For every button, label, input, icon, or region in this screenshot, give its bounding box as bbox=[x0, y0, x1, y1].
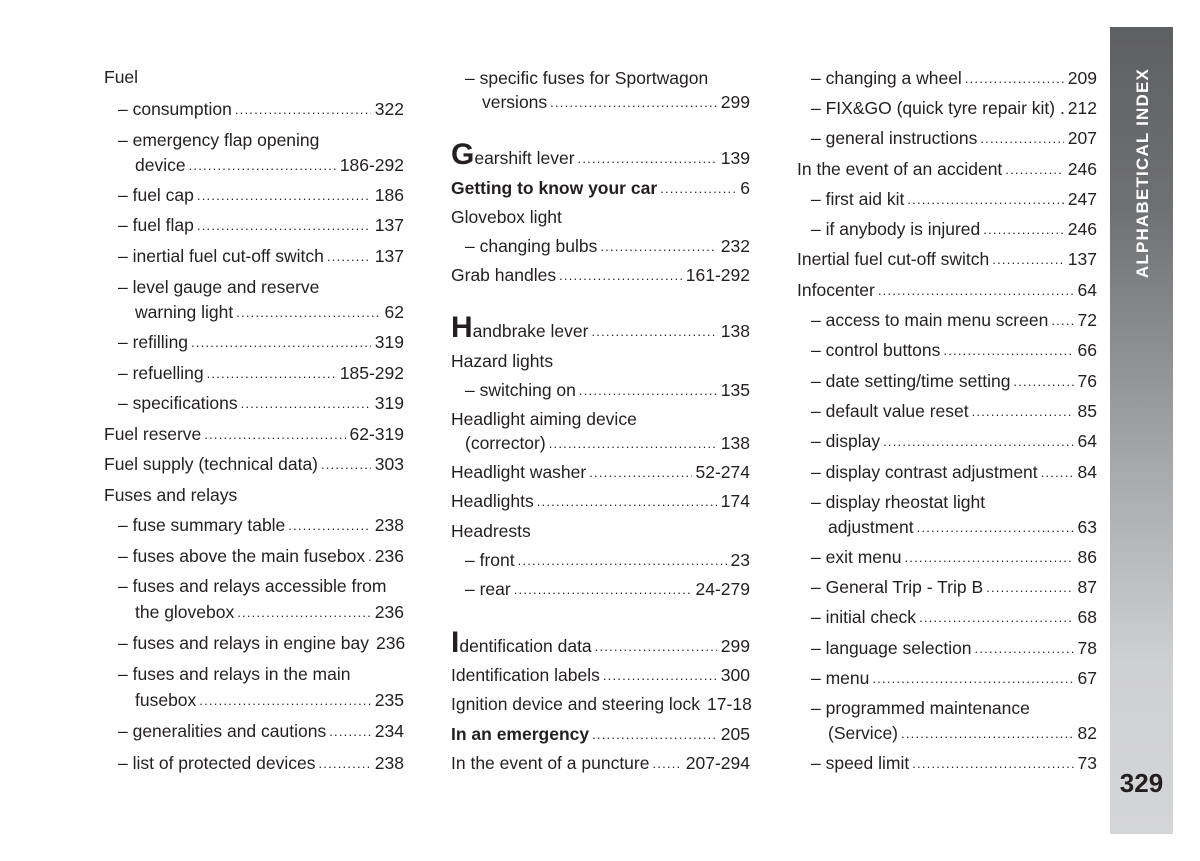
index-entry-inertial-switch: – inertial fuel cut-off switch ..... 137 bbox=[104, 243, 404, 267]
page-ref: 299 bbox=[720, 636, 750, 656]
index-heading-fuel: Fuel bbox=[104, 67, 139, 87]
index-entry-puncture: In the event of a puncture ..... 207-294 bbox=[451, 750, 750, 774]
page-ref: 64 bbox=[1077, 431, 1097, 451]
page-ref: 207-294 bbox=[685, 753, 750, 773]
index-entry-fuses-above: – fuses above the main fusebox ..... 236 bbox=[104, 543, 404, 567]
page-ref: 82 bbox=[1077, 723, 1097, 743]
leader-dots bbox=[660, 182, 736, 195]
page-ref: 322 bbox=[374, 99, 404, 119]
leader-dots bbox=[975, 642, 1074, 655]
page-ref: 236 bbox=[374, 546, 404, 566]
index-entry-default-reset: – default value reset ..... 85 bbox=[797, 398, 1097, 422]
page-ref: 78 bbox=[1077, 638, 1097, 658]
leader-dots bbox=[559, 269, 682, 282]
index-entry-fuses-glovebox: the glovebox ..... 236 bbox=[104, 599, 404, 623]
leader-dots bbox=[591, 325, 716, 338]
index-entry-fix-go: – FIX&GO (quick tyre repair kit) . 212 bbox=[811, 98, 1097, 118]
leader-dots bbox=[318, 757, 370, 770]
index-entry-rear: – rear ..... 24-279 bbox=[451, 576, 750, 600]
page-ref: 139 bbox=[720, 148, 750, 168]
page-ref: 205 bbox=[720, 724, 750, 744]
page-ref: 138 bbox=[720, 321, 750, 341]
index-entry-getting-to-know: Getting to know your car ..... 6 bbox=[451, 175, 750, 199]
page-ref: 137 bbox=[374, 246, 404, 266]
index-entry-control-buttons: – control buttons ..... 66 bbox=[797, 337, 1097, 361]
index-entry-exit-menu: – exit menu ..... 86 bbox=[797, 544, 1097, 568]
leader-dots bbox=[189, 159, 336, 172]
leader-dots bbox=[872, 672, 1073, 685]
section-initial: I bbox=[451, 626, 460, 659]
section-initial: H bbox=[451, 311, 473, 344]
page-ref: 186-292 bbox=[339, 155, 404, 175]
leader-dots bbox=[235, 103, 371, 116]
leader-dots bbox=[537, 495, 717, 508]
page-ref: 17-18 bbox=[707, 694, 752, 714]
leader-dots bbox=[943, 344, 1073, 357]
leader-dots bbox=[603, 669, 717, 682]
leader-dots bbox=[241, 397, 371, 410]
index-entry-emergency-flap: device ..... 186-292 bbox=[104, 152, 404, 176]
leader-dots bbox=[329, 725, 371, 738]
page-ref: 209 bbox=[1067, 68, 1097, 88]
index-entry-fuse-summary: – fuse summary table ..... 238 bbox=[104, 512, 404, 536]
index-heading-headrests: Headrests bbox=[451, 521, 531, 541]
leader-dots bbox=[1005, 163, 1064, 176]
index-entry-display-rheostat-line1: – display rheostat light bbox=[811, 492, 986, 512]
index-entry-handbrake: Handbrake lever ..... 138 bbox=[451, 318, 750, 342]
leader-dots bbox=[579, 384, 717, 397]
index-entry-headlight-washer: Headlight washer ..... 52-274 bbox=[451, 459, 750, 483]
leader-dots bbox=[917, 521, 1074, 534]
leader-dots bbox=[986, 581, 1073, 594]
page-ref: 138 bbox=[720, 433, 750, 453]
index-entry-refuelling: – refuelling ..... 185-292 bbox=[104, 360, 404, 384]
page-ref: 174 bbox=[720, 491, 750, 511]
leader-dots bbox=[237, 606, 371, 619]
index-entry-access-menu: – access to main menu screen ..... 72 bbox=[797, 307, 1097, 331]
index-entry-sportwagon-line1: – specific fuses for Sportwagon bbox=[465, 68, 709, 88]
index-entry-identification-labels: Identification labels ..... 300 bbox=[451, 662, 750, 686]
index-entry-speed-limit: – speed limit ..... 73 bbox=[797, 750, 1097, 774]
leader-dots bbox=[191, 336, 371, 349]
index-heading-hazard: Hazard lights bbox=[451, 351, 554, 371]
page-ref: 64 bbox=[1077, 280, 1097, 300]
leader-dots bbox=[1041, 466, 1074, 479]
index-entry-headlight-aiming-line1: Headlight aiming device bbox=[451, 409, 637, 429]
page-ref: 185-292 bbox=[339, 363, 404, 383]
page-ref: 299 bbox=[720, 92, 750, 112]
index-entry-fuel-supply: Fuel supply (technical data) ..... 303 bbox=[104, 451, 404, 475]
leader-dots bbox=[980, 132, 1063, 145]
page-ref: 62 bbox=[384, 302, 404, 322]
index-entry-sportwagon: versions ..... 299 bbox=[451, 89, 750, 113]
page-number: 329 bbox=[1119, 768, 1164, 798]
index-entry-display-contrast: – display contrast adjustment ..... 84 bbox=[797, 459, 1097, 483]
index-entry-general-instructions: – general instructions ..... 207 bbox=[797, 125, 1097, 149]
section-title: ALPHABETICAL INDEX bbox=[1133, 67, 1152, 279]
index-entry-headlight-aiming: (corrector) ..... 138 bbox=[451, 430, 750, 454]
leader-dots bbox=[550, 96, 717, 109]
page-ref: 137 bbox=[374, 215, 404, 235]
page-ref: 76 bbox=[1077, 371, 1097, 391]
index-entry-changing-bulbs: – changing bulbs ..... 232 bbox=[451, 233, 750, 257]
index-entry-date-time: – date setting/time setting ..... 76 bbox=[797, 368, 1097, 392]
page-ref: 66 bbox=[1077, 340, 1097, 360]
index-entry-refilling: – refilling ..... 319 bbox=[104, 329, 404, 353]
index-entry-inertial-switch: Inertial fuel cut-off switch ..... 137 bbox=[797, 246, 1097, 270]
leader-dots bbox=[321, 458, 371, 471]
index-entry-display: – display ..... 64 bbox=[797, 428, 1097, 452]
leader-dots bbox=[204, 428, 345, 441]
leader-dots bbox=[912, 757, 1073, 770]
leader-dots bbox=[983, 223, 1064, 236]
page-ref: 135 bbox=[720, 380, 750, 400]
index-entry-protected-devices: – list of protected devices ..... 238 bbox=[104, 750, 404, 774]
index-heading-fuses: Fuses and relays bbox=[104, 485, 238, 505]
page-ref: 161-292 bbox=[685, 265, 750, 285]
index-entry-fuses-engine: – fuses and relays in engine bay 236 bbox=[118, 633, 406, 653]
leader-dots bbox=[1051, 314, 1073, 327]
leader-dots bbox=[514, 583, 692, 596]
leader-dots bbox=[965, 72, 1064, 85]
index-entry-accident: In the event of an accident ..... 246 bbox=[797, 156, 1097, 180]
index-entry-first-aid: – first aid kit ..... 247 bbox=[797, 186, 1097, 210]
index-entry-fuses-glovebox-line1: – fuses and relays accessible from bbox=[118, 576, 387, 596]
leader-dots bbox=[652, 757, 681, 770]
index-heading-glovebox: Glovebox light bbox=[451, 207, 562, 227]
index-entry-fuses-main-line1: – fuses and relays in the main bbox=[118, 664, 351, 684]
leader-dots bbox=[883, 435, 1073, 448]
leader-dots bbox=[600, 240, 716, 253]
index-entry-language: – language selection ..... 78 bbox=[797, 635, 1097, 659]
page-ref: 232 bbox=[720, 236, 750, 256]
leader-dots bbox=[592, 728, 717, 741]
index-entry-fuel-reserve: Fuel reserve ..... 62-319 bbox=[104, 421, 404, 445]
page-ref: 238 bbox=[374, 753, 404, 773]
leader-dots bbox=[907, 193, 1063, 206]
leader-dots bbox=[904, 551, 1073, 564]
page-ref: 303 bbox=[374, 454, 404, 474]
page-ref: 319 bbox=[374, 332, 404, 352]
page-ref: 236 bbox=[376, 633, 406, 653]
index-entry-display-rheostat: adjustment ..... 63 bbox=[797, 514, 1097, 538]
leader-dots bbox=[518, 554, 727, 567]
index-entry-front: – front ..... 23 bbox=[451, 547, 750, 571]
page-ref: 52-274 bbox=[695, 462, 750, 482]
index-entry-infocenter: Infocenter ..... 64 bbox=[797, 277, 1097, 301]
leader-dots bbox=[878, 284, 1074, 297]
page-ref: 234 bbox=[374, 721, 404, 741]
leader-dots bbox=[197, 219, 371, 232]
page-ref: 86 bbox=[1077, 547, 1097, 567]
index-entry-menu: – menu ..... 67 bbox=[797, 665, 1097, 689]
leader-dots bbox=[578, 152, 717, 165]
leader-dots bbox=[595, 640, 717, 653]
page-ref: 67 bbox=[1077, 668, 1097, 688]
index-entry-level-gauge: warning light ..... 62 bbox=[104, 299, 404, 323]
index-entry-switching-on: – switching on ..... 135 bbox=[451, 377, 750, 401]
index-entry-fuses-main: fusebox ..... 235 bbox=[104, 687, 404, 711]
page-ref: 207 bbox=[1067, 128, 1097, 148]
leader-dots bbox=[327, 250, 371, 263]
index-entry-generalities: – generalities and cautions ..... 234 bbox=[104, 718, 404, 742]
leader-dots bbox=[901, 727, 1074, 740]
index-entry-initial-check: – initial check ..... 68 bbox=[797, 604, 1097, 628]
page-ref: 85 bbox=[1077, 401, 1097, 421]
page-ref: 319 bbox=[374, 393, 404, 413]
index-entry-injured: – if anybody is injured ..... 246 bbox=[797, 216, 1097, 240]
leader-dots bbox=[236, 306, 380, 319]
page-ref: 247 bbox=[1067, 189, 1097, 209]
leader-dots bbox=[288, 519, 371, 532]
index-entry-specifications: – specifications ..... 319 bbox=[104, 390, 404, 414]
leader-dots bbox=[199, 694, 371, 707]
page-ref: 72 bbox=[1077, 310, 1097, 330]
page-ref: 6 bbox=[740, 178, 750, 198]
index-entry-level-gauge-line1: – level gauge and reserve bbox=[118, 277, 320, 297]
page-ref: 23 bbox=[730, 550, 750, 570]
page-ref: 212 bbox=[1067, 98, 1097, 118]
index-entry-headlights: Headlights ..... 174 bbox=[451, 488, 750, 512]
page-ref: 235 bbox=[374, 690, 404, 710]
page-ref: 236 bbox=[374, 602, 404, 622]
index-entry-grab-handles: Grab handles ..... 161-292 bbox=[451, 262, 750, 286]
index-entry-identification-data: Identification data ..... 299 bbox=[451, 633, 750, 657]
page-ref: 186 bbox=[374, 185, 404, 205]
leader-dots bbox=[549, 437, 717, 450]
page-ref: 246 bbox=[1067, 159, 1097, 179]
page-ref: 63 bbox=[1077, 517, 1097, 537]
index-entry-consumption: – consumption ..... 322 bbox=[104, 96, 404, 120]
index-entry-fuel-flap: – fuel flap ..... 137 bbox=[104, 212, 404, 236]
index-entry-maintenance: (Service) ..... 82 bbox=[797, 720, 1097, 744]
leader-dots bbox=[207, 367, 336, 380]
leader-dots bbox=[972, 405, 1074, 418]
page-ref: 246 bbox=[1067, 219, 1097, 239]
leader-dots bbox=[919, 611, 1073, 624]
page-ref: 62-319 bbox=[349, 424, 404, 444]
index-entry-ignition: Ignition device and steering lock 17-18 bbox=[451, 694, 752, 714]
leader-dots bbox=[197, 189, 371, 202]
index-entry-fuel-cap: – fuel cap ..... 186 bbox=[104, 182, 404, 206]
leader-dots bbox=[992, 253, 1064, 266]
page-ref: 68 bbox=[1077, 607, 1097, 627]
page-ref: 73 bbox=[1077, 753, 1097, 773]
leader-dots bbox=[368, 550, 371, 563]
leader-dots bbox=[589, 466, 691, 479]
page-ref: 238 bbox=[374, 515, 404, 535]
page-ref: 84 bbox=[1077, 462, 1097, 482]
index-entry-gearshift: Gearshift lever ..... 139 bbox=[451, 145, 750, 169]
page-ref: 87 bbox=[1077, 577, 1097, 597]
index-entry-trip-b: – General Trip - Trip B ..... 87 bbox=[797, 574, 1097, 598]
index-entry-emergency-flap-line1: – emergency flap opening bbox=[118, 130, 320, 150]
page-ref: 300 bbox=[720, 665, 750, 685]
page-ref: 24-279 bbox=[695, 579, 750, 599]
index-entry-maintenance-line1: – programmed maintenance bbox=[811, 698, 1030, 718]
index-entry-emergency: In an emergency ..... 205 bbox=[451, 721, 750, 745]
index-entry-changing-wheel: – changing a wheel ..... 209 bbox=[797, 65, 1097, 89]
page-ref: 137 bbox=[1067, 249, 1097, 269]
section-initial: G bbox=[451, 138, 475, 171]
leader-dots bbox=[1013, 375, 1073, 388]
